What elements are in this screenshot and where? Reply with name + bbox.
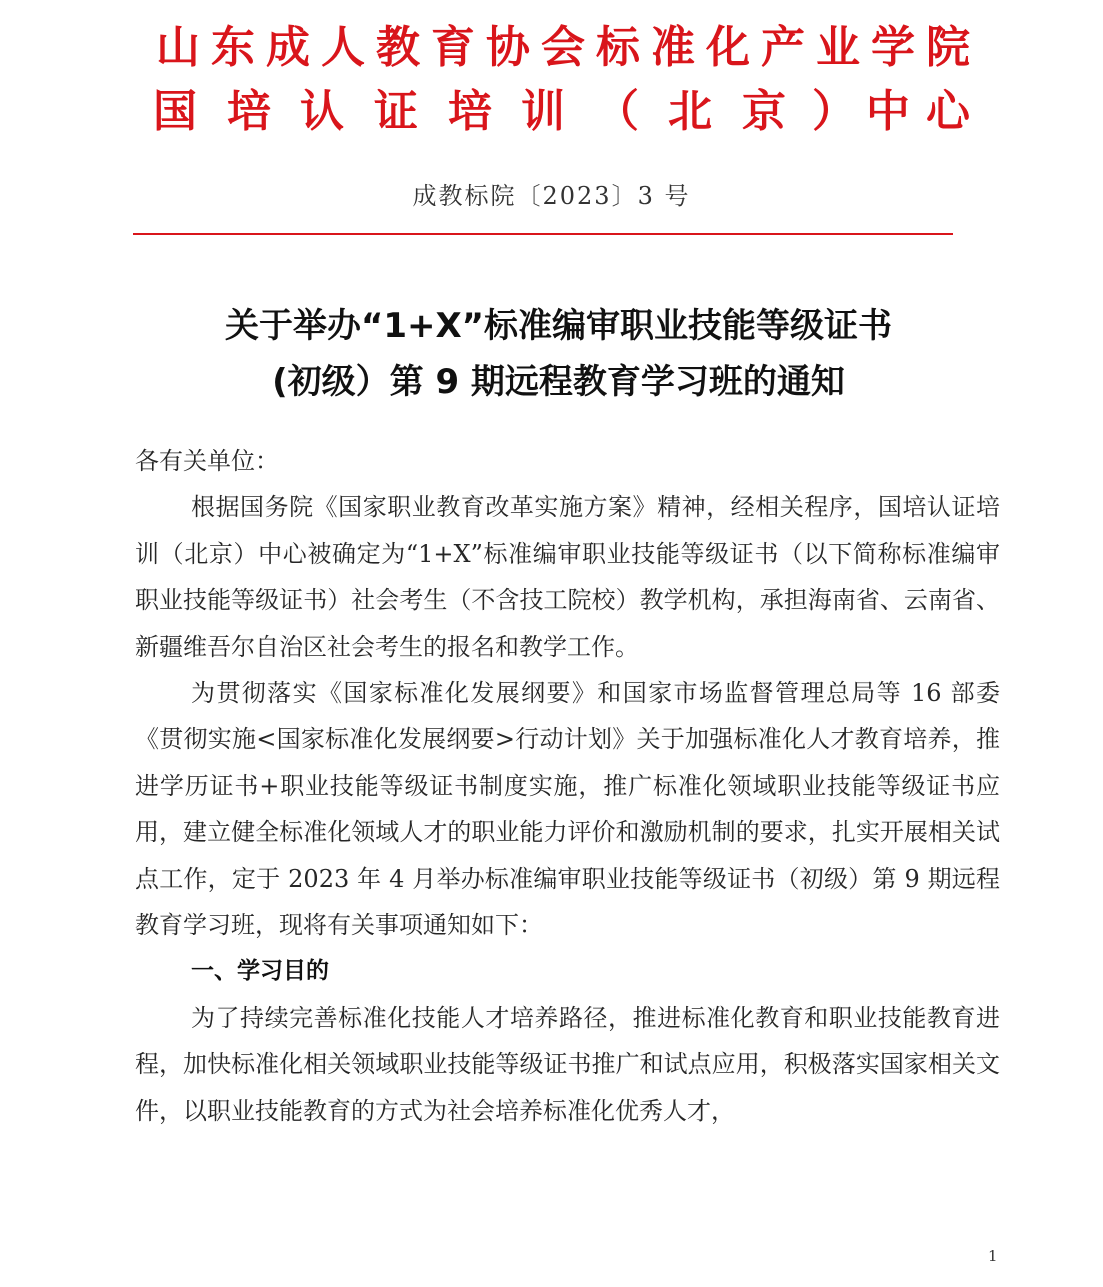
letterhead-char: 中	[866, 86, 910, 137]
letterhead-char: 协	[486, 22, 530, 73]
letterhead-char: 业	[816, 22, 860, 73]
letterhead-char: 育	[431, 22, 475, 73]
letterhead-char: 京	[742, 86, 786, 137]
paragraph-1: 根据国务院《国家职业教育改革实施方案》精神，经相关程序，国培认证培训（北京）中心被确定为“1+X”标准编审职业技能等级证书（以下简称标准编审职业技能等级证书）社会考生（不含技工院校）教学机构，承担海南省、云南省、新疆维吾尔自治区社会考生的报名和教学工作。	[135, 493, 1000, 661]
document-number: 成教标院〔2023〕3 号	[412, 182, 691, 210]
red-divider-line	[133, 233, 953, 235]
letterhead-char: 训	[521, 86, 565, 137]
letterhead-char: 学	[871, 22, 915, 73]
letterhead-char: 准	[651, 22, 695, 73]
letterhead-char: 国	[153, 86, 197, 137]
salutation: 各有关单位：	[135, 447, 279, 475]
letterhead-char: 培	[227, 86, 271, 137]
letterhead-char: 培	[448, 86, 492, 137]
letterhead-char: 人	[321, 22, 365, 73]
paragraph-3: 为了持续完善标准化技能人才培养路径，推进标准化教育和职业技能教育进程，加快标准化相关领域职业技能等级证书推广和试点应用，积极落实国家相关文件，以职业技能教育的方式为社会培养标准化优秀人才，	[135, 1003, 1000, 1125]
document-title	[0, 298, 1103, 410]
document-body	[135, 438, 1000, 1134]
letterhead-char: 东	[211, 22, 255, 73]
letterhead-char: 成	[266, 22, 310, 73]
letterhead-char: 心	[926, 86, 970, 137]
section-heading-1: 一、学习目的	[191, 958, 329, 985]
title-line-1: 关于举办“1+X”标准编审职业技能等级证书	[224, 306, 893, 346]
letterhead-char: 山	[156, 22, 200, 73]
letterhead-char: 北	[668, 86, 712, 137]
letterhead-char: 产	[761, 22, 805, 73]
letterhead-char: 证	[374, 86, 418, 137]
letterhead-char: 标	[596, 22, 640, 73]
letterhead-char: 会	[541, 22, 585, 73]
letterhead-char: 化	[706, 22, 750, 73]
letterhead-char: 院	[926, 22, 970, 73]
letterhead-char: （	[595, 86, 639, 137]
paragraph-2: 为贯彻落实《国家标准化发展纲要》和国家市场监督管理总局等 16 部委《贯彻实施<国家标准化发展纲要>行动计划》关于加强标准化人才教育培养，推进学历证书+职业技能等级证书制度实施，推广标准化领域职业技能等级证书应用，建立健全标准化领域人才的职业能力评价和激励机制的要求，扎实开展相关试点工作，定于 2023 年 4 月举办标准编审职业技能等级证书（初级）第 9 期远程教育学习班，现将有关事项通知如下：	[135, 679, 1000, 940]
title-line-2: (初级）第 9 期远程教育学习班的通知	[272, 362, 845, 402]
page-number: 1	[988, 1247, 998, 1265]
letterhead-char: 教	[376, 22, 420, 73]
letterhead-char: 认	[300, 86, 344, 137]
letterhead-char: ）	[812, 86, 856, 137]
